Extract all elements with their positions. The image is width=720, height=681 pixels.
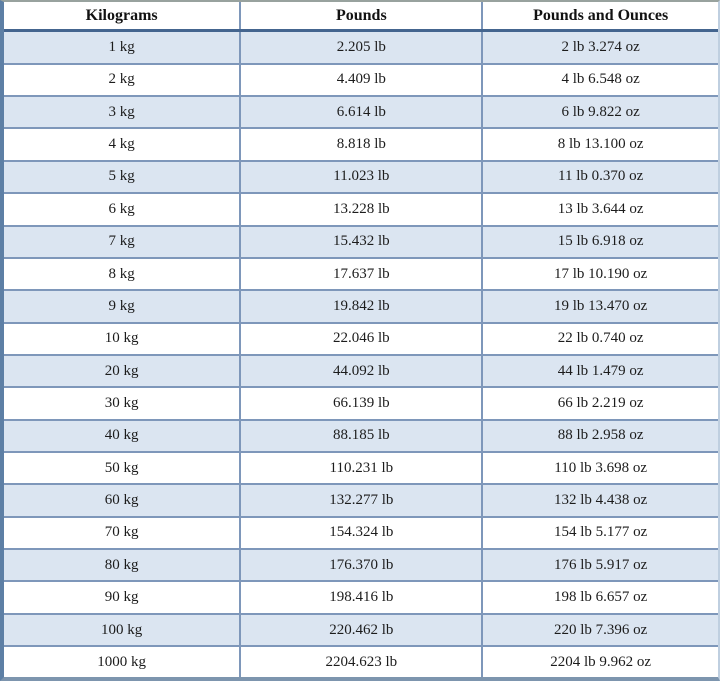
pounds-cell: 8.818 lb bbox=[240, 128, 482, 160]
pounds-ounces-cell: 2204 lb 9.962 oz bbox=[482, 646, 718, 677]
pounds-ounces-cell: 22 lb 0.740 oz bbox=[482, 323, 718, 355]
pounds-cell: 198.416 lb bbox=[240, 581, 482, 613]
pounds-cell: 6.614 lb bbox=[240, 96, 482, 128]
pounds-cell: 220.462 lb bbox=[240, 614, 482, 646]
pounds-ounces-cell: 44 lb 1.479 oz bbox=[482, 355, 718, 387]
kilograms-cell: 3 kg bbox=[4, 96, 240, 128]
pounds-cell: 4.409 lb bbox=[240, 64, 482, 96]
header-pounds-and-ounces: Pounds and Ounces bbox=[482, 2, 718, 31]
table-row bbox=[4, 193, 718, 225]
kilograms-cell: 7 kg bbox=[4, 226, 240, 258]
pounds-cell: 17.637 lb bbox=[240, 258, 482, 290]
pounds-ounces-cell: 15 lb 6.918 oz bbox=[482, 226, 718, 258]
kilograms-cell: 100 kg bbox=[4, 614, 240, 646]
pounds-ounces-cell: 17 lb 10.190 oz bbox=[482, 258, 718, 290]
kilograms-cell: 80 kg bbox=[4, 549, 240, 581]
kilograms-cell: 60 kg bbox=[4, 484, 240, 516]
table-row bbox=[4, 646, 718, 677]
kilograms-cell: 1 kg bbox=[4, 31, 240, 64]
table-row bbox=[4, 355, 718, 387]
table-row bbox=[4, 614, 718, 646]
table-row bbox=[4, 323, 718, 355]
pounds-ounces-cell: 154 lb 5.177 oz bbox=[482, 517, 718, 549]
table-row bbox=[4, 517, 718, 549]
pounds-cell: 132.277 lb bbox=[240, 484, 482, 516]
pounds-ounces-cell: 19 lb 13.470 oz bbox=[482, 290, 718, 322]
pounds-ounces-cell: 110 lb 3.698 oz bbox=[482, 452, 718, 484]
table-row bbox=[4, 96, 718, 128]
pounds-ounces-cell: 11 lb 0.370 oz bbox=[482, 161, 718, 193]
pounds-ounces-cell: 2 lb 3.274 oz bbox=[482, 31, 718, 64]
pounds-cell: 154.324 lb bbox=[240, 517, 482, 549]
kg-to-lb-conversion-table bbox=[4, 2, 718, 677]
table-row bbox=[4, 64, 718, 96]
table-row bbox=[4, 452, 718, 484]
pounds-cell: 88.185 lb bbox=[240, 420, 482, 452]
kilograms-cell: 40 kg bbox=[4, 420, 240, 452]
pounds-ounces-cell: 198 lb 6.657 oz bbox=[482, 581, 718, 613]
header-pounds: Pounds bbox=[240, 2, 482, 31]
table-row bbox=[4, 549, 718, 581]
kilograms-cell: 5 kg bbox=[4, 161, 240, 193]
table-row bbox=[4, 387, 718, 419]
kilograms-cell: 90 kg bbox=[4, 581, 240, 613]
pounds-ounces-cell: 88 lb 2.958 oz bbox=[482, 420, 718, 452]
pounds-ounces-cell: 4 lb 6.548 oz bbox=[482, 64, 718, 96]
header-kilograms: Kilograms bbox=[4, 2, 240, 31]
table-row bbox=[4, 258, 718, 290]
header-row bbox=[4, 2, 718, 31]
kilograms-cell: 9 kg bbox=[4, 290, 240, 322]
pounds-cell: 19.842 lb bbox=[240, 290, 482, 322]
table-row bbox=[4, 420, 718, 452]
kilograms-cell: 6 kg bbox=[4, 193, 240, 225]
table-row bbox=[4, 128, 718, 160]
table-body bbox=[4, 31, 718, 678]
kilograms-cell: 10 kg bbox=[4, 323, 240, 355]
table-row bbox=[4, 484, 718, 516]
pounds-cell: 44.092 lb bbox=[240, 355, 482, 387]
kilograms-cell: 50 kg bbox=[4, 452, 240, 484]
kilograms-cell: 8 kg bbox=[4, 258, 240, 290]
pounds-cell: 2.205 lb bbox=[240, 31, 482, 64]
kilograms-cell: 70 kg bbox=[4, 517, 240, 549]
kilograms-cell: 20 kg bbox=[4, 355, 240, 387]
pounds-cell: 110.231 lb bbox=[240, 452, 482, 484]
pounds-ounces-cell: 66 lb 2.219 oz bbox=[482, 387, 718, 419]
pounds-ounces-cell: 13 lb 3.644 oz bbox=[482, 193, 718, 225]
pounds-cell: 22.046 lb bbox=[240, 323, 482, 355]
pounds-cell: 15.432 lb bbox=[240, 226, 482, 258]
table-row bbox=[4, 226, 718, 258]
table-row bbox=[4, 290, 718, 322]
pounds-ounces-cell: 176 lb 5.917 oz bbox=[482, 549, 718, 581]
kilograms-cell: 1000 kg bbox=[4, 646, 240, 677]
pounds-cell: 66.139 lb bbox=[240, 387, 482, 419]
pounds-ounces-cell: 8 lb 13.100 oz bbox=[482, 128, 718, 160]
kilograms-cell: 2 kg bbox=[4, 64, 240, 96]
table-row bbox=[4, 31, 718, 64]
table-row bbox=[4, 161, 718, 193]
pounds-ounces-cell: 132 lb 4.438 oz bbox=[482, 484, 718, 516]
pounds-cell: 2204.623 lb bbox=[240, 646, 482, 677]
pounds-cell: 176.370 lb bbox=[240, 549, 482, 581]
pounds-cell: 11.023 lb bbox=[240, 161, 482, 193]
pounds-ounces-cell: 6 lb 9.822 oz bbox=[482, 96, 718, 128]
kilograms-cell: 30 kg bbox=[4, 387, 240, 419]
pounds-ounces-cell: 220 lb 7.396 oz bbox=[482, 614, 718, 646]
pounds-cell: 13.228 lb bbox=[240, 193, 482, 225]
kilograms-cell: 4 kg bbox=[4, 128, 240, 160]
table-row bbox=[4, 581, 718, 613]
